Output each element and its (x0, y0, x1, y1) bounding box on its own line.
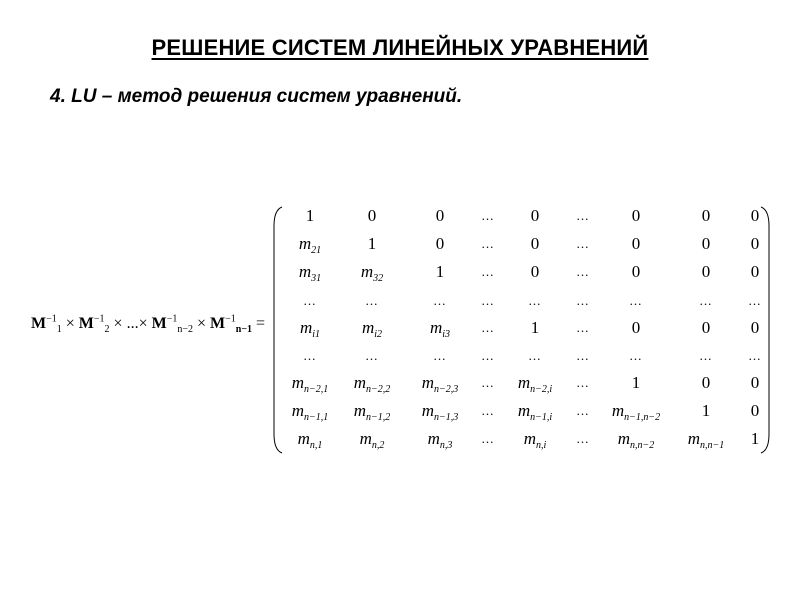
matrix-cell: ... (576, 431, 590, 446)
slide-subtitle: 4. LU – метод решения систем уравнений. (50, 86, 463, 107)
matrix-entry-subscript: n−2,i (530, 384, 553, 395)
matrix-entry-symbol: m (523, 429, 536, 448)
matrix-cell: 1 (750, 429, 760, 448)
matrix-cell: 1 (305, 206, 315, 225)
matrix-cell: ... (481, 208, 495, 223)
matrix-cell: ... (481, 431, 495, 446)
matrix-entry-symbol: m (299, 318, 313, 337)
matrix-entry-subscript: n−1,2 (366, 412, 391, 423)
matrix-cell: 0 (530, 206, 540, 225)
matrix-entry-symbol: m (421, 401, 435, 420)
matrix-cell: ... (365, 348, 379, 363)
matrix-cell: 1 (701, 401, 711, 420)
matrix-entry-symbol: m (359, 429, 372, 448)
matrix-entry-symbol: m (298, 262, 312, 281)
times-operator: × (65, 315, 75, 332)
matrix-cell: ... (576, 403, 590, 418)
matrix-cell: 1 (530, 318, 540, 337)
matrix-cell (606, 401, 666, 421)
matrix-cell: ... (576, 320, 590, 335)
matrix-entry-subscript: 32 (373, 273, 384, 284)
matrix-cell (342, 373, 402, 393)
times-operator: × (113, 315, 123, 332)
matrix-entry-symbol: m (361, 318, 375, 337)
factor-subscript: n−1 (235, 324, 253, 336)
matrix-entry-symbol: m (421, 373, 435, 392)
matrix-entry-symbol: m (297, 429, 310, 448)
matrix-cell: 0 (750, 262, 760, 281)
matrix-cell: 0 (631, 206, 641, 225)
equals-sign: = (256, 315, 266, 332)
matrix-cell (280, 401, 340, 421)
matrix-cell: ... (576, 375, 590, 390)
matrix-entry-symbol: m (517, 401, 531, 420)
matrix-entry-symbol: m (427, 429, 440, 448)
matrix-entry-symbol: m (298, 234, 312, 253)
matrix-symbol: M (31, 315, 47, 332)
matrix-entry-symbol: m (687, 429, 701, 448)
matrix-cell: ... (481, 403, 495, 418)
matrix-entry-symbol: m (611, 401, 625, 420)
matrix-cell: ... (481, 293, 495, 308)
matrix-cell: 0 (750, 318, 760, 337)
matrix-cell: 0 (701, 206, 711, 225)
matrix-cell: 0 (701, 262, 711, 281)
matrix-entry-subscript: n−1,n−2 (624, 412, 661, 423)
matrix-entry-subscript: n,2 (371, 440, 385, 451)
matrix-symbol: M (78, 315, 94, 332)
matrix-entry-subscript: n−2,1 (304, 384, 329, 395)
matrix-cell: 0 (750, 373, 760, 392)
matrix-cell: 1 (435, 262, 445, 281)
matrix-entry-subscript: i2 (374, 329, 383, 340)
matrix-cell: 0 (435, 234, 445, 253)
matrix-cell: ... (528, 293, 542, 308)
matrix-entry-symbol: m (517, 373, 531, 392)
matrix-cell: ... (365, 293, 379, 308)
matrix-cell: ... (629, 348, 643, 363)
matrix-cell: 0 (701, 373, 711, 392)
matrix-entry-symbol: m (360, 262, 374, 281)
inverse-superscript: −1 (166, 313, 178, 325)
matrix-cell: 0 (435, 206, 445, 225)
matrix-cell (342, 401, 402, 421)
matrix-cell: ... (576, 208, 590, 223)
factor-subscript: 2 (104, 324, 110, 336)
matrix-entry-subscript: n,i (536, 440, 547, 451)
matrix-cell: ... (699, 293, 713, 308)
matrix-entry-symbol: m (353, 373, 367, 392)
ellipsis: ... (126, 315, 139, 332)
matrix-cell (280, 373, 340, 393)
matrix-cell (280, 234, 340, 254)
matrix-entry-subscript: i1 (312, 329, 321, 340)
matrix-entry-symbol: m (291, 401, 305, 420)
matrix-cell: 0 (367, 206, 377, 225)
equation-lhs (31, 314, 265, 334)
matrix-entry-subscript: n,n−1 (700, 440, 725, 451)
matrix-cell: ... (576, 348, 590, 363)
matrix-cell: ... (748, 293, 762, 308)
matrix-symbol: M (151, 315, 167, 332)
matrix-cell (342, 262, 402, 282)
matrix-cell: 1 (367, 234, 377, 253)
matrix-symbol: M (210, 315, 226, 332)
matrix-cell: ... (576, 236, 590, 251)
matrix-cell: 0 (631, 262, 641, 281)
matrix-cell: 0 (750, 234, 760, 253)
matrix-cell: ... (433, 348, 447, 363)
matrix-cell: ... (576, 293, 590, 308)
matrix-cell: ... (481, 348, 495, 363)
matrix-cell: 0 (530, 262, 540, 281)
matrix-cell: ... (699, 348, 713, 363)
matrix-cell: ... (629, 293, 643, 308)
matrix-cell: ... (481, 236, 495, 251)
matrix-cell: ... (576, 264, 590, 279)
matrix-entry-symbol: m (291, 373, 305, 392)
inverse-superscript: −1 (225, 313, 236, 325)
matrix-entry-subscript: n−1,3 (434, 412, 459, 423)
matrix-cell (280, 429, 340, 449)
inverse-superscript: −1 (46, 313, 57, 325)
matrix-entry-subscript: n,n−2 (630, 440, 655, 451)
inverse-superscript: −1 (93, 313, 105, 325)
matrix-cell (606, 429, 666, 449)
times-operator: × (138, 315, 148, 332)
matrix-cell (280, 262, 340, 282)
matrix-cell (342, 429, 402, 449)
matrix-entry-subscript: 31 (311, 273, 322, 284)
matrix-entry-subscript: i3 (442, 329, 451, 340)
matrix-cell: 0 (631, 318, 641, 337)
slide-title: РЕШЕНИЕ СИСТЕМ ЛИНЕЙНЫХ УРАВНЕНИЙ (151, 35, 649, 60)
matrix-cell (280, 318, 340, 338)
matrix-cell: ... (303, 293, 317, 308)
matrix-entry-subscript: n,3 (439, 440, 453, 451)
matrix-entry-subscript: n−1,1 (304, 412, 329, 423)
matrix-cell: ... (748, 348, 762, 363)
matrix-cell: ... (433, 293, 447, 308)
matrix-cell: 0 (750, 401, 760, 420)
matrix-cell: ... (303, 348, 317, 363)
matrix-entry-symbol: m (429, 318, 443, 337)
matrix-cell: 0 (631, 234, 641, 253)
times-operator: × (196, 315, 207, 332)
matrix-cell: 1 (631, 373, 641, 392)
matrix-entry-subscript: 21 (311, 245, 322, 256)
factor-subscript: 1 (56, 324, 62, 336)
matrix-cell: 0 (530, 234, 540, 253)
matrix-cell: ... (481, 264, 495, 279)
matrix-cell: 0 (701, 234, 711, 253)
factor-subscript: n−2 (177, 324, 193, 336)
matrix-entry-symbol: m (353, 401, 367, 420)
matrix-cell: 0 (701, 318, 711, 337)
matrix-entry-symbol: m (617, 429, 631, 448)
matrix-cell: 0 (750, 206, 760, 225)
matrix-cell: ... (528, 348, 542, 363)
matrix-entry-subscript: n−2,3 (434, 384, 459, 395)
matrix-cell (342, 318, 402, 338)
matrix-entry-subscript: n,1 (309, 440, 323, 451)
matrix-entry-subscript: n−1,i (530, 412, 553, 423)
matrix-entry-subscript: n−2,2 (366, 384, 391, 395)
matrix-cell: ... (481, 320, 495, 335)
matrix-cell: ... (481, 375, 495, 390)
